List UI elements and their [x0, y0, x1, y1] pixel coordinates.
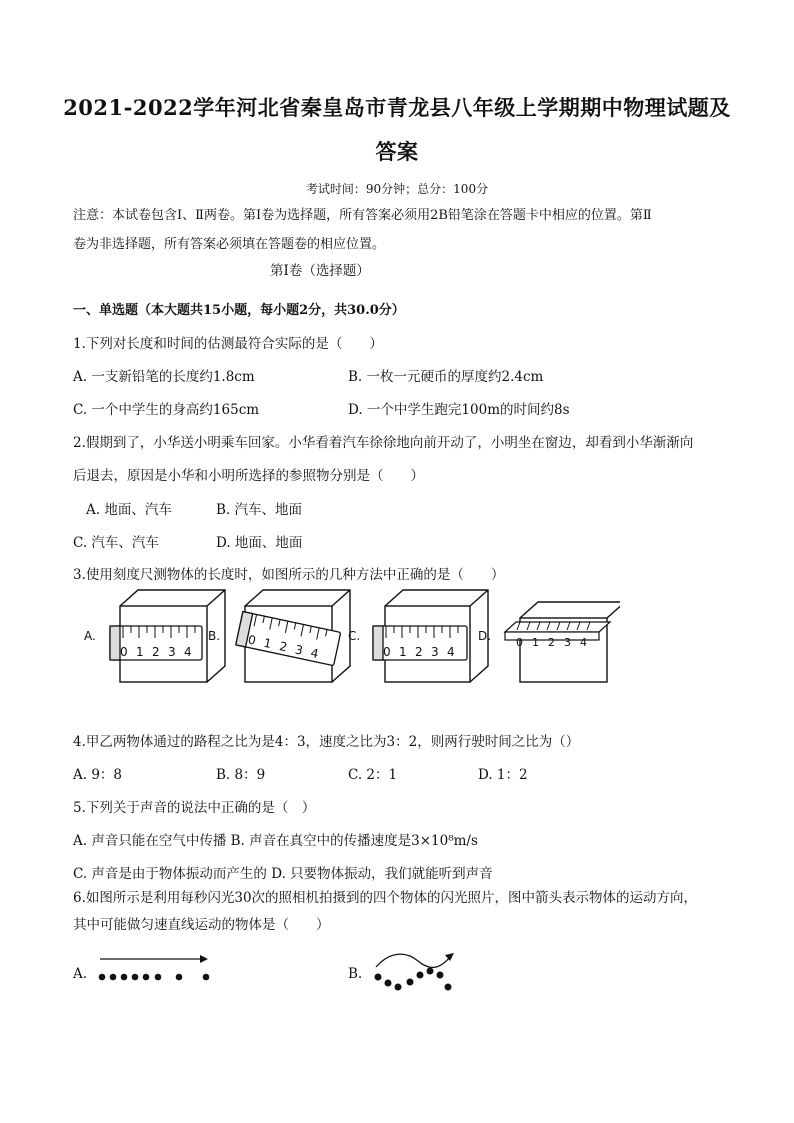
q5-options-cd: C. 声音是由于物体振动而产生的 D. 只要物体振动，我们就能听到声音: [73, 866, 493, 882]
q6-arrow-b: [376, 953, 454, 967]
q6-stem-line-2: 其中可能做匀速直线运动的物体是（ ）: [73, 917, 330, 933]
q2-option-d: D. 地面、地面: [216, 535, 303, 551]
q6-dots-b: [375, 968, 452, 991]
ruler-a-num-2: 2: [152, 645, 160, 659]
q6-photo-b: [368, 945, 468, 995]
q2-option-b: B. 汽车、地面: [216, 502, 303, 518]
q2-option-a: A. 地面、汽车: [86, 502, 172, 518]
q1-option-c: C. 一个中学生的身高约165cm: [73, 402, 260, 418]
q6-dots-a: [99, 974, 210, 981]
q6-label-b: B.: [348, 966, 363, 982]
q3-label-a: A.: [84, 629, 96, 643]
q1-stem: 1.下列对长度和时间的估测最符合实际的是（ ）: [73, 336, 383, 352]
ruler-d-num-2: 2: [548, 636, 555, 649]
q6-stem-line-1: 6.如图所示是利用每秒闪光30次的照相机拍摄到的四个物体的闪光照片，图中箭头表示物体的运动方向，: [73, 890, 698, 906]
ruler-d-num-0: 0: [516, 636, 523, 649]
q1-option-d: D. 一个中学生跑完100m的时间约8s: [348, 402, 570, 418]
section-title: 一、单选题（本大题共15小题，每小题2分，共30.0分）: [73, 303, 405, 318]
q3-ruler-figure: [80, 584, 620, 688]
ruler-c-num-3: 3: [431, 645, 439, 659]
q2-option-c: C. 汽车、汽车: [73, 535, 159, 551]
ruler-c-num-4: 4: [447, 645, 455, 659]
ruler-b-num-1: 1: [262, 635, 273, 652]
q3-stem: 3.使用刻度尺测物体的长度时，如图所示的几种方法中正确的是（ ）: [73, 567, 505, 583]
q4-option-d: D. 1：2: [478, 767, 528, 783]
q4-stem: 4.甲乙两物体通过的路程之比为是4：3，速度之比为3：2，则两行驶时间之比为（）: [73, 734, 580, 750]
ruler-b-num-2: 2: [278, 639, 289, 655]
exam-info: 考试时间：90分钟；总分：100分: [305, 182, 489, 196]
notice-line-1: 注意：本试卷包含Ⅰ、Ⅱ两卷。第Ⅰ卷为选择题，所有答案必须用2B铅笔涂在答题卡中相应的位置。第Ⅱ: [73, 208, 652, 223]
q6-label-a: A.: [73, 966, 88, 982]
ruler-d-num-1: 1: [532, 636, 539, 649]
ruler-b-num-4: 4: [309, 645, 320, 662]
q1-option-b: B. 一枚一元硬币的厚度约2.4cm: [348, 369, 544, 385]
q4-option-c: C. 2：1: [348, 767, 398, 783]
q2-stem-line-1: 2.假期到了，小华送小明乘车回家。小华看着汽车徐徐地向前开动了，小明坐在窗边，却看到小华渐渐向: [73, 435, 694, 451]
q5-options-ab: A. 声音只能在空气中传播 B. 声音在真空中的传播速度是3×10⁸m/s: [73, 833, 478, 849]
q4-option-b: B. 8：9: [216, 767, 266, 783]
document-title: [40, 86, 754, 174]
q3-label-d: D.: [478, 629, 492, 643]
ruler-c-num-1: 1: [399, 645, 407, 659]
q3-label-c: C.: [348, 629, 361, 643]
ruler-a-num-1: 1: [136, 645, 144, 659]
title-line-1: 2021-2022学年河北省秦皇岛市青龙县八年级上学期期中物理试题及: [63, 95, 731, 120]
ruler-c-num-0: 0: [383, 645, 391, 659]
q2-stem-line-2: 后退去，原因是小华和小明所选择的参照物分别是（ ）: [73, 468, 424, 484]
ruler-d-num-4: 4: [580, 636, 587, 649]
ruler-a-num-4: 4: [184, 645, 192, 659]
notice-line-2: 卷为非选择题，所有答案必须填在答题卷的相应位置。: [73, 237, 386, 252]
ruler-b-num-3: 3: [293, 642, 305, 658]
title-line-2: 答案: [375, 139, 419, 164]
ruler-a-num-0: 0: [120, 645, 128, 659]
q4-option-a: A. 9：8: [73, 767, 123, 783]
q5-stem: 5.下列关于声音的说法中正确的是（ ）: [73, 800, 316, 816]
q6-photo-a: [96, 950, 216, 990]
ruler-d-num-3: 3: [564, 636, 571, 649]
q1-option-a: A. 一支新铅笔的长度约1.8cm: [73, 369, 255, 385]
ruler-a-num-3: 3: [168, 645, 176, 659]
q3-label-b: B.: [208, 629, 221, 643]
q6-arrow-a: [100, 955, 208, 963]
volume-title: 第Ⅰ卷（选择题）: [270, 263, 370, 279]
ruler-c-num-2: 2: [415, 645, 423, 659]
ruler-b-num-0: 0: [246, 632, 258, 648]
